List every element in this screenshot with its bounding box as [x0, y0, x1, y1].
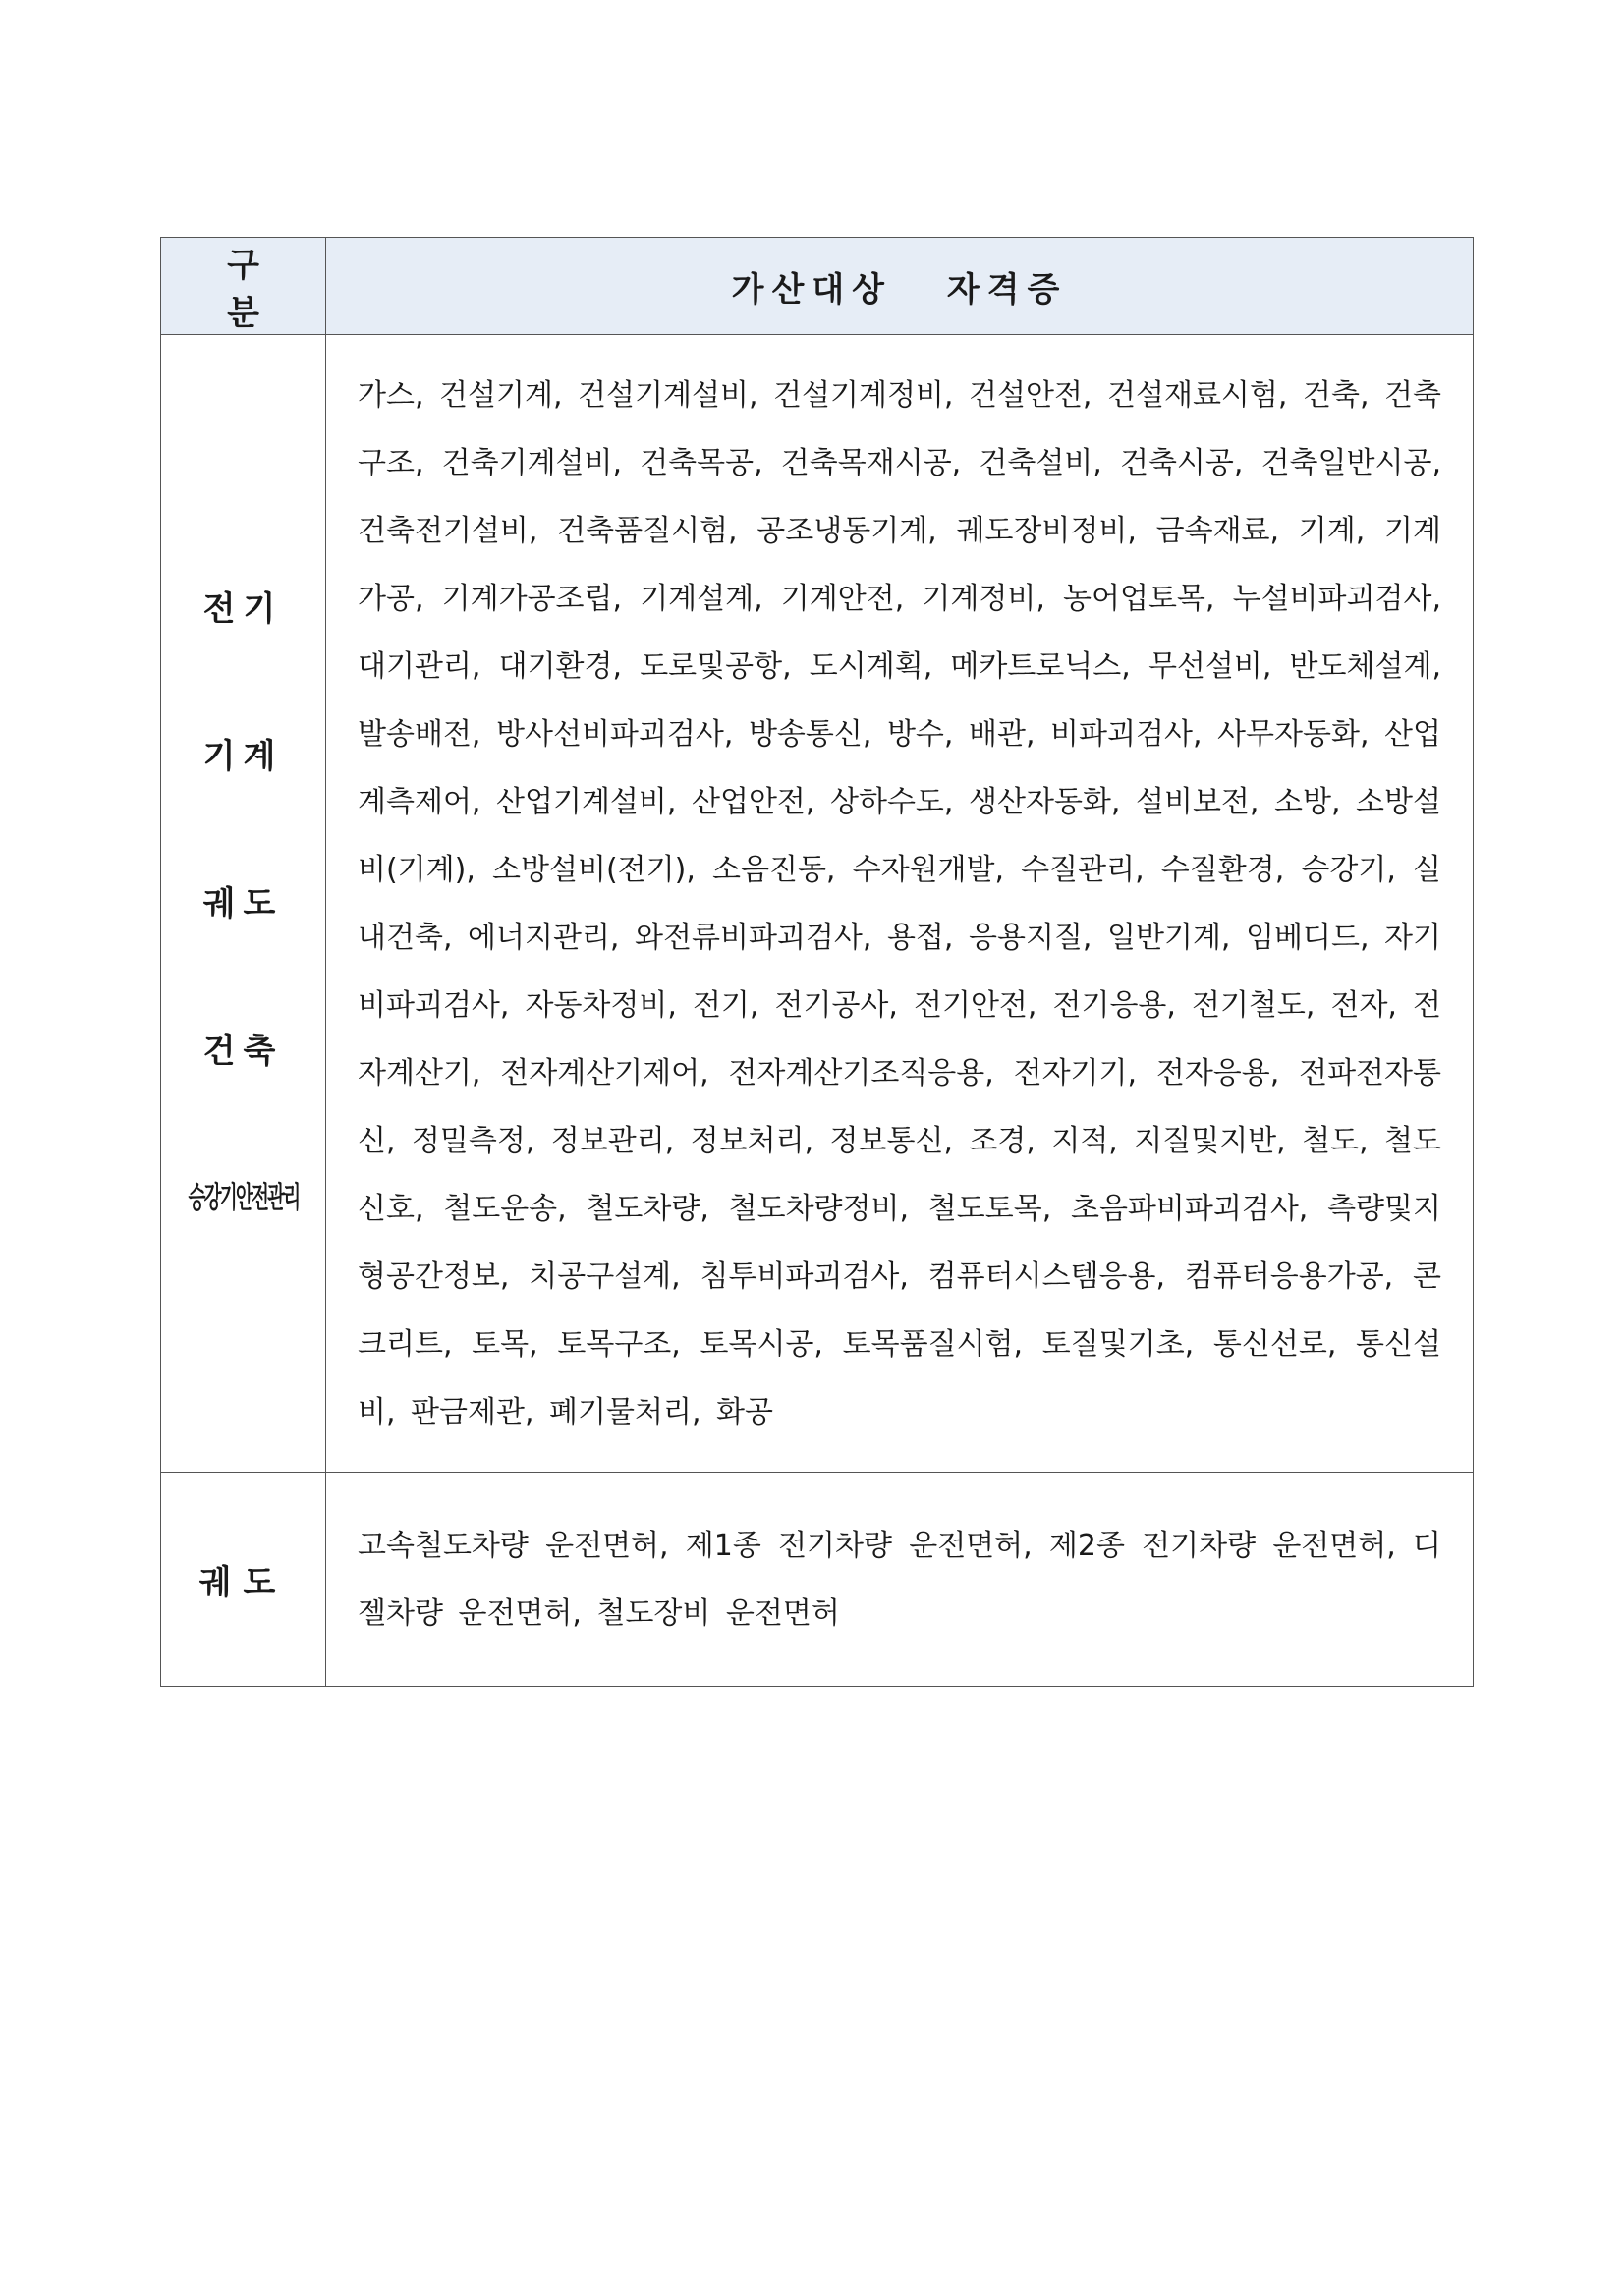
qualification-list-cell [326, 1473, 1474, 1687]
table-header-row [161, 238, 1474, 335]
category-line-architecture: 건축 [202, 1031, 284, 1071]
header-category: 구 분 [161, 238, 326, 335]
category-cell [161, 335, 326, 1473]
category-line-elevator-safety: 승강기안전관리 [188, 1180, 299, 1215]
category-cell [161, 1473, 326, 1687]
category-line-machine: 기계 [202, 736, 284, 776]
header-target-qualifications: 가산대상 자격증 [326, 238, 1474, 335]
qualification-table [160, 237, 1474, 1687]
table-row [161, 335, 1474, 1473]
category-line-track: 궤도 [202, 883, 284, 924]
table-row [161, 1473, 1474, 1687]
category-track: 궤도 [198, 1563, 288, 1602]
category-stack [161, 535, 325, 1272]
qualification-list-cell [326, 335, 1474, 1473]
qualification-list-text: 가스, 건설기계, 건설기계설비, 건설기계정비, 건설안전, 건설재료시험, 건축, 건축구조, 건축기계설비, 건축목공, 건축목재시공, 건축설비, 건축시공, 건축일반시공, 건축전기설비, 건축품질시험, 공조냉동기계, 궤도장비정비, 금속재료, 기계, 기계가공, 기계가공조립, 기계설계, 기계안전, 기계정비, 농어업토목, 누설비파괴검사, 대기관리, 대기환경, 도로및공항, 도시계획, 메카트로닉스, 무선설비, 반도체설계, 발송배전, 방사선비파괴검사, 방송통신, 방수, 배관, 비파괴검사, 사무자동화, 산업계측제어, 산업기계설비, 산업안전, 상하수도, 생산자동화, 설비보전, 소방, 소방설비(기계), 소방설비(전기), 소음진동, 수자원개발, 수질관리, 수질환경, 승강기, 실내건축, 에너지관리, 와전류비파괴검사, 용접, 응용지질, 일반기계, 임베디드, 자기비파괴검사, 자동차정비, 전기, 전기공사, 전기안전, 전기응용, 전기철도, 전자, 전자계산기, 전자계산기제어, 전자계산기조직응용, 전자기기, 전자응용, 전파전자통신, 정밀측정, 정보관리, 정보처리, 정보통신, 조경, 지적, 지질및지반, 철도, 철도신호, 철도운송, 철도차량, 철도차량정비, 철도토목, 초음파비파괴검사, 측량및지형공간정보, 치공구설계, 침투비파괴검사, 컴퓨터시스템응용, 컴퓨터응용가공, 콘크리트, 토목, 토목구조, 토목시공, 토목품질시험, 토질및기초, 통신선로, 통신설비, 판금제관, 폐기물처리, 화공 [358, 377, 1441, 1429]
qualification-list-text: 고속철도차량 운전면허, 제1종 전기차량 운전면허, 제2종 전기차량 운전면허, 디젤차량 운전면허, 철도장비 운전면허 [358, 1528, 1441, 1631]
category-line-electric: 전기 [202, 588, 284, 629]
